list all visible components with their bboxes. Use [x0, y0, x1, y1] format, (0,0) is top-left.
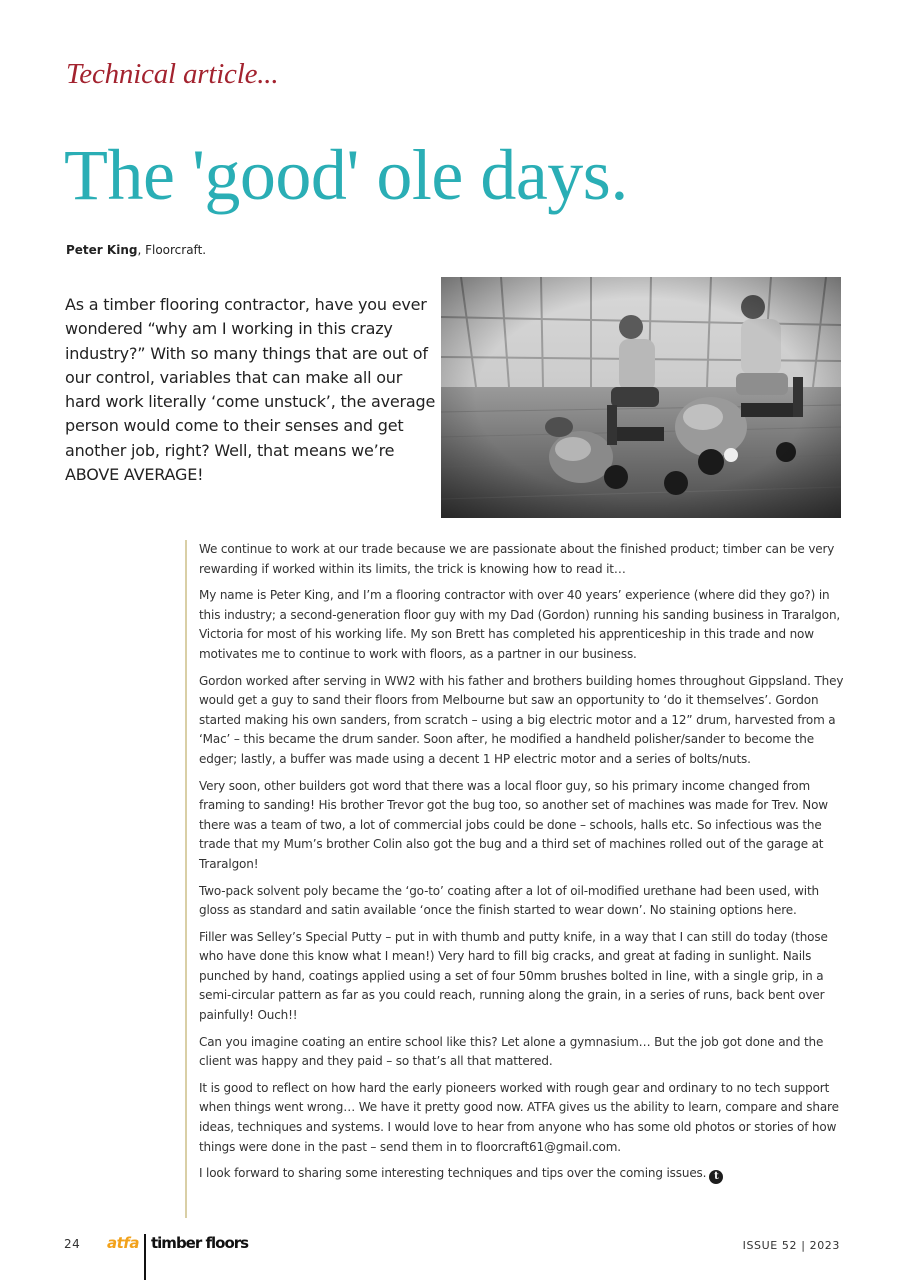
section-kicker: Technical article...: [66, 58, 279, 90]
article-body: [185, 540, 845, 1218]
article-photo: [441, 277, 841, 518]
body-paragraph-2: My name is Peter King, and I’m a flooring contractor with over 40 years’ experience (where did they go?) in this industry; a second-generation floor guy with my Dad (Gordon) running his sanding business in Traralgon, Victoria for most of his working life. My son Brett has completed his apprenticeship in this trade and now motivates me to continue to work with floors, as a partner in our business.: [199, 588, 841, 661]
page-number: 24: [64, 1237, 81, 1251]
end-of-article-icon: t: [709, 1170, 723, 1184]
intro-paragraph: As a timber flooring contractor, have you ever wondered “why am I working in this crazy industry?” With so many things that are out of our control, variables that can make all our hard work literally ‘come unstuck’, the average person would come to their senses and get another job, right? Well, that means we’re ABOVE AVERAGE!: [65, 295, 436, 485]
timber-floors-logo: timber floors: [151, 1234, 249, 1252]
body-paragraph-4: Very soon, other builders got word that there was a local floor guy, so his primary income changed from framing to sanding! His brother Trevor got the bug too, so another set of machines was made for Trev. Now there was a team of two, a lot of commercial jobs could be done – schools, halls etc. So infectious was the trade that my Mum’s brother Colin also got the bug and a third set of machines rolled out of the garage at Traralgon!: [199, 778, 828, 871]
footer-divider: [144, 1234, 146, 1280]
atfa-logo: atfa: [107, 1234, 139, 1252]
author-org: , Floorcraft.: [137, 243, 207, 257]
byline: [66, 243, 206, 257]
closing-text: I look forward to sharing some interesting techniques and tips over the coming issues.: [199, 1166, 707, 1181]
issue-label: ISSUE 52 | 2023: [742, 1239, 840, 1252]
body-paragraph-9: [199, 1164, 845, 1184]
body-paragraph-1: We continue to work at our trade because we are passionate about the finished product; timber can be very rewarding if worked within its limits, the trick is knowing how to read it…: [199, 542, 835, 576]
author-name: Peter King: [66, 243, 138, 257]
body-paragraph-3: Gordon worked after serving in WW2 with his father and brothers building homes throughout Gippsland. They would get a guy to sand their floors from Melbourne but saw an opportunity to ‘do it themselves’. Gordon started making his own sanders, from scratch – using a big electric motor and a 12” drum, harvested from a ‘Mac’ – this became the drum sander. Soon after, he modified a handheld polisher/sander to become the edger; lastly, a buffer was made using a decent 1 HP electric motor and a series of bolts/nuts.: [199, 673, 844, 766]
body-paragraph-5: Two-pack solvent poly became the ‘go-to’ coating after a lot of oil-modified urethane had been used, with gloss as standard and satin available ‘once the finish started to wear down’. No staining options here.: [199, 883, 820, 918]
article-title: The 'good' ole days.: [64, 135, 628, 215]
photo-two-men-on-floor-sanders-icon: [441, 277, 841, 518]
body-paragraph-7: Can you imagine coating an entire school like this? Let alone a gymnasium… But the job got done and the client was happy and they paid – so that’s all that mattered.: [199, 1034, 824, 1069]
body-paragraph-6: Filler was Selley’s Special Putty – put in with thumb and putty knife, in a way that I can still do today (those who have done this know what I mean!) Very hard to fill big cracks, and great at fading in sunlight. Nails punched by hand, coatings applied using a set of four 50mm brushes bolted in line, with a single grip, in a semi-circular pattern as far as you could reach, running along the grain, in a series of runs, back bent over painfully! Ouch!!: [199, 929, 828, 1023]
body-paragraph-8: It is good to reflect on how hard the early pioneers worked with rough gear and ordinary to no tech support when things went wrong… We have it pretty good now. ATFA gives us the ability to learn, compare and share ideas, techniques and systems. I would love to hear from anyone who has some old photos or stories of how things were done in the past – send them in to floorcraft61@gmail.com.: [199, 1080, 839, 1154]
